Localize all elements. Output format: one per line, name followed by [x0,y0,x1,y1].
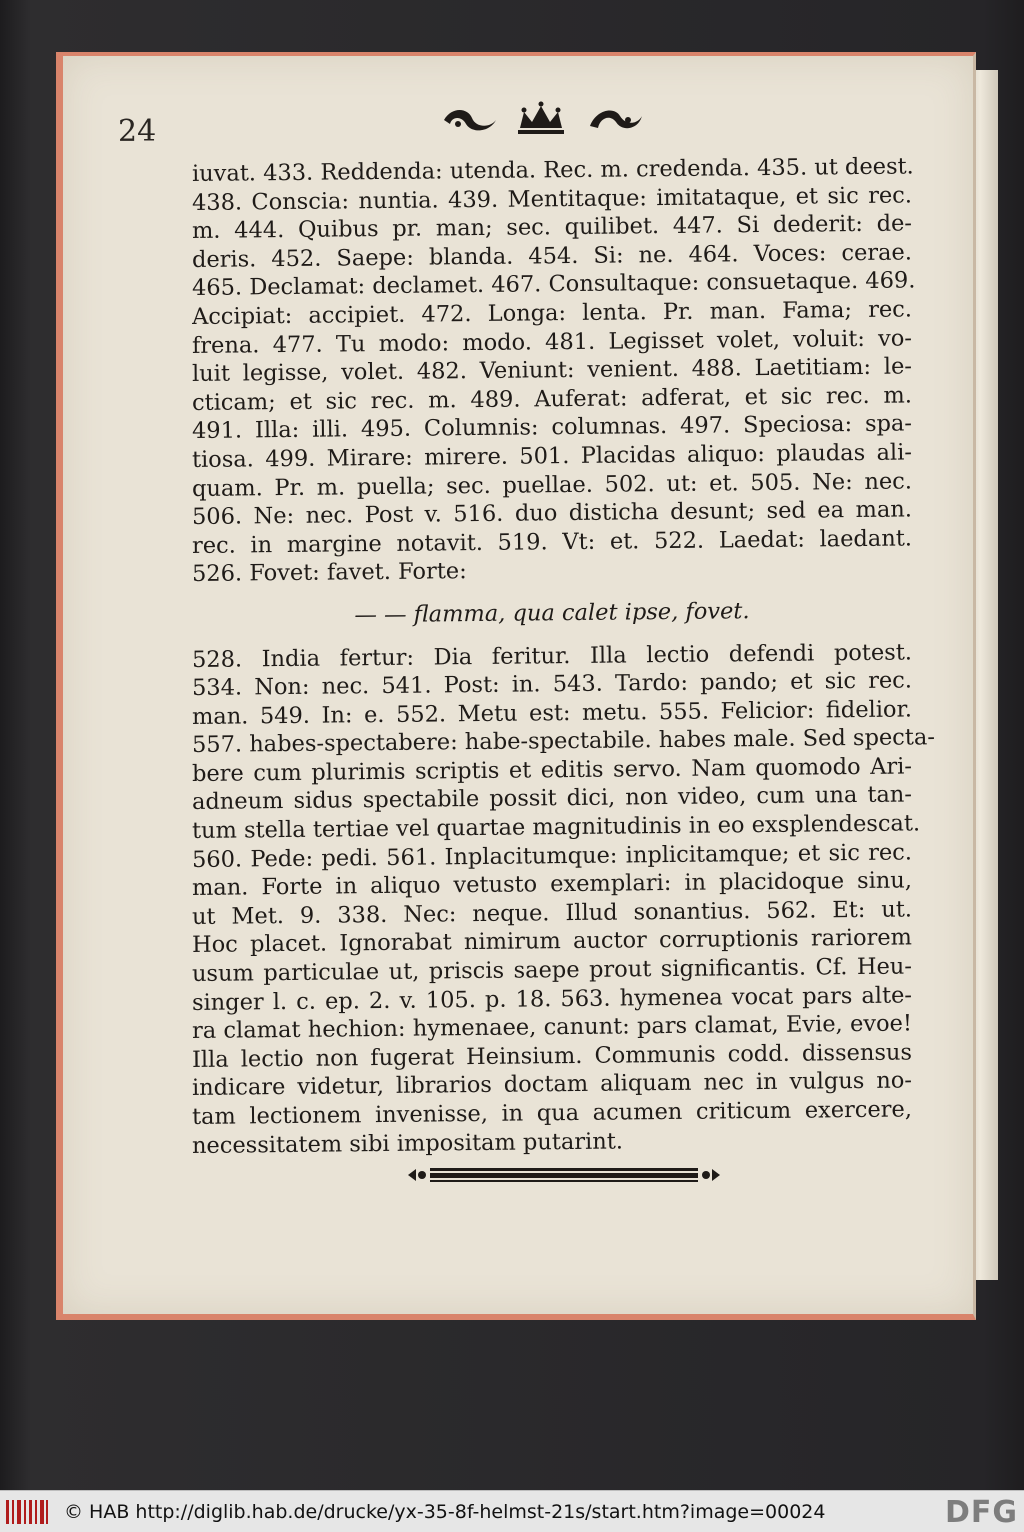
text-line: ut Met. 9. 338. Nec: neque. Illud sonantius. 562. Et: ut. [191,896,913,930]
text-line: Illa lectio non fugerat Heinsium. Communis codd. dissensus [191,1039,913,1073]
text-line: deris. 452. Saepe: blanda. 454. Si: ne. 464. Voces: cerae. [191,239,913,273]
text-line: adneum sidus spectabile possit dici, non video, cum una tan- [191,781,913,816]
page-number: 24 [118,114,157,149]
text-line: necessitatem sibi impositam putarint. [191,1128,624,1159]
barcode-logo-icon [4,1497,50,1527]
text-line: Hoc placet. Ignorabat nimirum auctor corruptionis rariorem [191,924,913,959]
text-line: 506. Ne: nec. Post v. 516. duo disticha desunt; sed ea man. [191,496,913,531]
rule-ornament-icon [404,1160,724,1190]
text-line: ra clamat hechion: hymenaee, canunt: pars clamat, Evie, evoe! [191,1010,913,1045]
text-line: 528. India fertur: Dia feritur. Illa lectio defendi potest. [191,638,913,673]
text-line: 557. habes-spectabere: habe-spectabile. habes male. Sed specta- [191,724,936,759]
text-line: luit legisse, volet. 482. Veniunt: venient. 488. Laetitiam: le- [191,353,913,388]
text-line: man. Forte in aliquo vetusto exemplari: in placidoque sinu, [191,867,913,902]
text-line: usum particulae ut, priscis saepe prout significantis. Cf. Heu- [191,953,913,988]
text-line: frena. 477. Tu modo: modo. 481. Legisset volet, voluit: vo- [191,325,913,359]
text-line: tiosa. 499. Mirare: mirere. 501. Placidas aliquo: plaudas ali- [191,439,913,473]
text-line: 491. Illa: illi. 495. Columnis: columnas. 497. Speciosa: spa- [191,410,913,445]
text-line: 560. Pede: pedi. 561. Inplacitumque: inplicitamque; et sic rec. [191,839,913,873]
commentary-text [191,153,936,1160]
copyright-url[interactable]: © HAB http://diglib.hab.de/drucke/yx-35-8f-helmst-21s/start.htm?image=00024 [64,1500,826,1523]
text-line: cticam; et sic rec. m. 489. Auferat: adferat, et sic rec. m. [191,382,913,416]
text-line: quam. Pr. m. puella; sec. puellae. 502. ut: et. 505. Ne: nec. [191,467,913,502]
text-line: man. 549. In: e. 552. Metu est: metu. 555. Felicior: fidelior. [191,696,913,730]
dfg-logo: DFG [944,1495,1018,1530]
text-line: 526. Fovet: favet. Forte: [191,558,467,588]
text-line: tum stella tertiae vel quartae magnitudinis in eo exsplendescat. [191,810,921,845]
crown-ornament-icon [438,100,648,140]
text-line: tam lectionem invenisse, in qua acumen criticum exercere, [191,1096,913,1130]
text-line: singer l. c. ep. 2. v. 105. p. 18. 563. hymenea vocat pars alte- [191,982,913,1016]
verse-quote: — — flamma, qua calet ipse, fovet. [354,598,750,629]
text-line: 534. Non: nec. 541. Post: in. 543. Tardo: pando; et sic rec. [191,667,913,702]
text-line: bere cum plurimis scriptis et editis servo. Nam quomodo Ari- [191,753,913,787]
text-line: indicare videtur, librarios doctam aliquam nec in vulgus no- [191,1067,913,1102]
text-line: 438. Conscia: nuntia. 439. Mentitaque: imitataque, et sic rec. [191,182,913,216]
text-line: rec. in margine notavit. 519. Vt: et. 522. Laedat: laedant. [191,525,913,559]
text-line: 465. Declamat: declamet. 467. Consultaque: consuetaque. 469. [191,267,916,302]
text-line: iuvat. 433. Reddenda: utenda. Rec. m. credenda. 435. ut deest. [191,153,914,187]
text-line: m. 444. Quibus pr. man; sec. quilibet. 447. Si dederit: de- [191,210,913,245]
text-line: Accipiat: accipiet. 472. Longa: lenta. Pr. man. Fama; rec. [191,296,913,330]
viewer-footer [0,1490,1024,1532]
